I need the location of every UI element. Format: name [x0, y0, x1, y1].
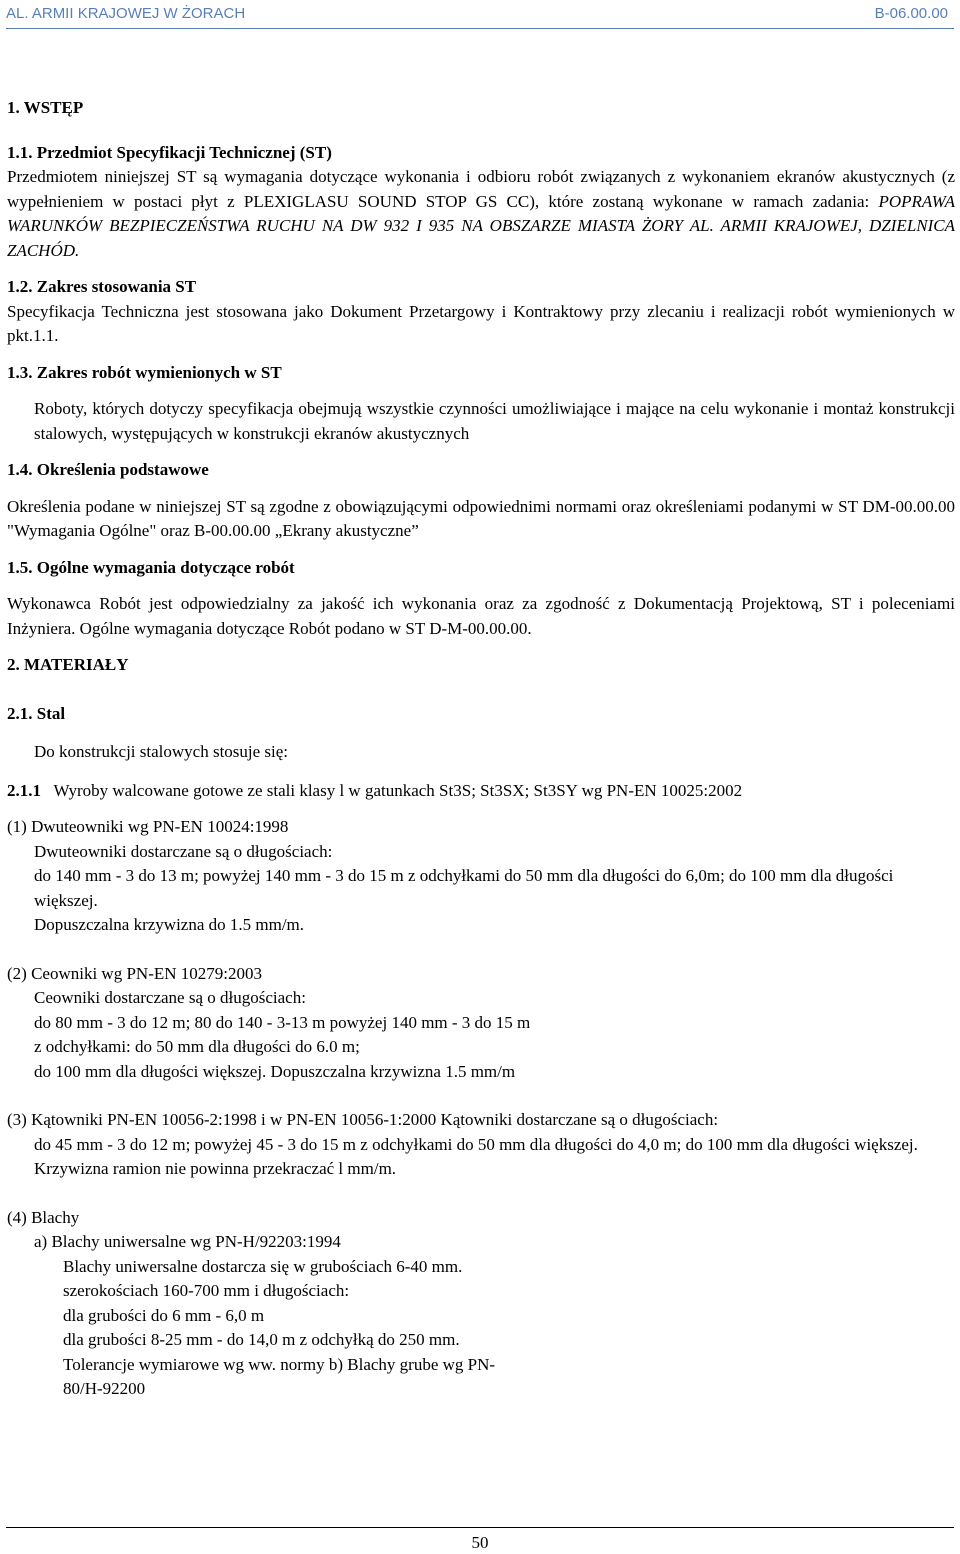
item-4-line: Blachy uniwersalne dostarcza się w grubościach 6-40 mm.	[63, 1256, 463, 1276]
section-1-4-text: Określenia podane w niniejszej ST są zgodne z obowiązującymi odpowiednimi normami oraz określeniami podanymi w ST DM-00.00.00 "Wymagania Ogólne" oraz B-00.00.00 „Ekrany akustyczne”	[7, 496, 955, 540]
item-2-line: Ceowniki dostarczane są o długościach:	[34, 988, 306, 1007]
footer-rule	[6, 1527, 954, 1528]
section-title-2: 2. MATERIAŁY	[7, 655, 129, 674]
item-4-title: (4) Blachy	[7, 1207, 80, 1227]
section-title-1-4: 1.4. Określenia podstawowe	[7, 460, 209, 479]
section-1-1-text	[7, 165, 955, 263]
section-1-1-body: Przedmiotem niniejszej ST są wymagania dotyczące wykonania i odbioru robót związanych z wykonaniem ekranów akustycznych (z wypełnieniem w postaci płyt z PLEXIGLASU SOUND STOP GS CC), które zostaną wykonane w ramach zadania:	[7, 167, 955, 211]
item-4-line: dla grubości do 6 mm - 6,0 m	[63, 1305, 265, 1325]
item-2-line: do 80 mm - 3 do 12 m; 80 do 140 - 3-13 m powyżej 140 mm - 3 do 15 m	[34, 1012, 531, 1032]
document-body	[7, 96, 955, 1402]
section-1-5-text: Wykonawca Robót jest odpowiedzialny za jakość ich wykonania oraz za zgodność z Dokumentacją Projektową, ST i poleceniami Inżyniera. Ogólne wymagania dotyczące Robót podano w ST D-M-00.00.00.	[7, 594, 955, 638]
section-2-1-1-number: 2.1.1	[7, 780, 41, 800]
section-1-2-text: Specyfikacja Techniczna jest stosowana jako Dokument Przetargowy i Kontraktowy przy zlecaniu i realizacji robót wymienionych w pkt.1.1.	[7, 301, 955, 345]
header-title: AL. ARMII KRAJOWEJ W ŻORACH	[6, 5, 246, 22]
item-4-subitem-a: a) Blachy uniwersalne wg PN-H/92203:1994	[34, 1232, 341, 1251]
header-doc-code: B-06.00.00	[874, 5, 948, 22]
section-title-1-1: 1.1. Przedmiot Specyfikacji Technicznej (ST)	[7, 142, 332, 162]
section-1-3-text: Roboty, których dotyczy specyfikacja obejmują wszystkie czynności umożliwiające i mające na celu wykonanie i montaż konstrukcji stalowych, występujących w konstrukcji ekranów akustycznych	[34, 399, 955, 443]
header-rule	[6, 28, 954, 29]
section-title-1: 1. WSTĘP	[7, 98, 84, 117]
item-3-line: do 45 mm - 3 do 12 m; powyżej 45 - 3 do 15 m z odchyłkami do 50 mm dla długości do 4,0 m; do 100 mm dla długości większej. Krzywizna ramion nie powinna przekraczać l mm/m.	[34, 1134, 918, 1178]
page-header	[6, 3, 954, 29]
item-3-title: (3) Kątowniki PN-EN 10056-2:1998 i w PN-EN 10056-1:2000 Kątowniki dostarczane są o długościach:	[7, 1110, 719, 1129]
item-4-line: dla grubości 8-25 mm - do 14,0 m z odchyłką do 250 mm.	[63, 1330, 460, 1349]
item-4-line: Tolerancje wymiarowe wg ww. normy b) Blachy grube wg PN-	[63, 1354, 496, 1374]
item-4-line: 80/H-92200	[63, 1379, 146, 1398]
item-2-title: (2) Ceowniki wg PN-EN 10279:2003	[7, 963, 262, 983]
page-number: 50	[471, 1533, 489, 1552]
item-1-title: (1) Dwuteowniki wg PN-EN 10024:1998	[7, 817, 289, 836]
item-1-line: Dwuteowniki dostarczane są o długościach:	[34, 841, 333, 861]
section-title-1-3: 1.3. Zakres robót wymienionych w ST	[7, 362, 282, 382]
task-name: POPRAWA WARUNKÓW BEZPIECZEŃSTWA RUCHU NA DW 932 I 935 NA OBSZARZE MIASTA ŻORY AL. ARMII KRAJOWEJ, DZIELNICA ZACHÓD.	[7, 191, 955, 260]
item-2-line: z odchyłkami: do 50 mm dla długości do 6.0 m;	[34, 1037, 360, 1056]
section-2-1-text: Do konstrukcji stalowych stosuje się:	[34, 742, 289, 761]
section-2-1-1	[7, 779, 955, 804]
item-1-line: Dopuszczalna krzywizna do 1.5 mm/m.	[34, 915, 305, 934]
item-1-line: do 140 mm - 3 do 13 m; powyżej 140 mm - 3 do 15 m z odchyłkami do 50 mm dla długości do 6,0m; do 100 mm dla długości większej.	[34, 866, 894, 910]
item-4-line: szerokościach 160-700 mm i długościach:	[63, 1281, 350, 1300]
section-2-1-1-text: Wyroby walcowane gotowe ze stali klasy l w gatunkach St3S; St3SX; St3SY wg PN-EN 10025:2002	[53, 780, 743, 800]
section-title-1-5: 1.5. Ogólne wymagania dotyczące robót	[7, 557, 295, 577]
section-title-2-1: 2.1. Stal	[7, 703, 66, 723]
section-title-1-2: 1.2. Zakres stosowania ST	[7, 277, 197, 296]
item-2-line: do 100 mm dla długości większej. Dopuszczalna krzywizna 1.5 mm/m	[34, 1061, 516, 1081]
